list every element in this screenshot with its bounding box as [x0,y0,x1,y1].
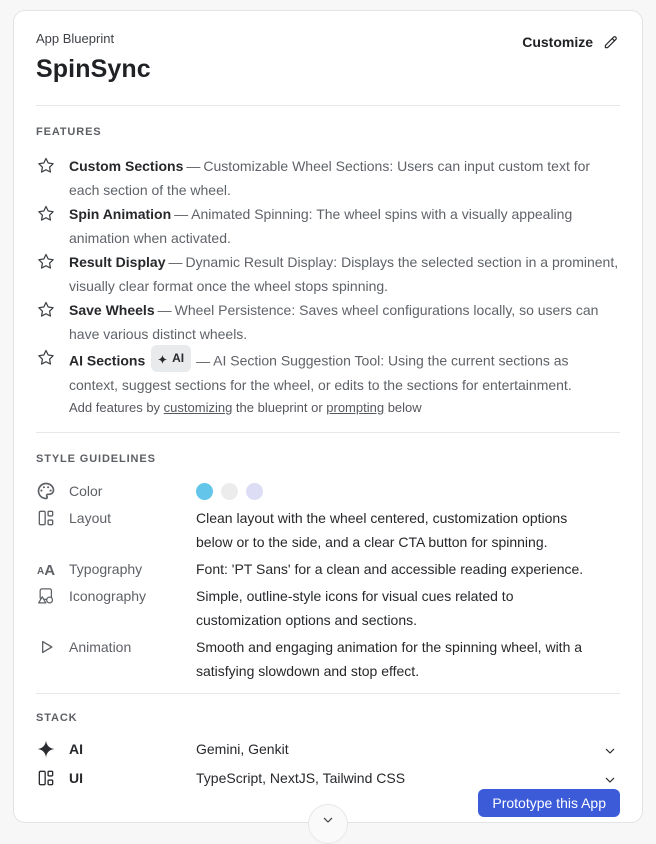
style-guidelines-section-label: STYLE GUIDELINES [36,453,156,465]
color-swatches [196,479,589,503]
ai-badge-label: AI [172,351,185,365]
style-guideline-label: Animation [69,639,132,655]
stack-expand-button[interactable] [602,741,620,759]
pencil-icon [602,33,620,51]
feature-name: AI Sections [69,352,146,369]
star-icon [36,156,56,176]
card-eyebrow: App Blueprint [36,31,115,46]
feature-name: Result Display [69,254,166,270]
footnote-middle: the blueprint or [232,400,327,415]
stack-section [36,711,620,790]
style-guidelines-section [36,452,620,683]
divider [36,693,620,694]
style-guideline-row [36,557,620,581]
divider [36,432,620,433]
chevron-down-icon [602,743,618,759]
palette-icon [36,481,56,501]
feature-separator: — [174,206,189,222]
chevron-down-icon [602,772,618,788]
stack-section-label: STACK [36,712,78,724]
feature-name: Custom Sections [69,158,184,174]
footnote-prefix: Add features by [69,400,164,415]
color-swatch [246,483,263,500]
style-guideline-text: Clean layout with the wheel centered, customization options below or to the side, and a clear CTA button for spinning. [196,510,568,550]
customizing-link[interactable]: customizing [163,400,233,415]
style-guideline-row [36,584,620,632]
spark-icon [157,354,168,365]
typography-icon: A A [36,562,56,579]
star-icon [36,300,56,320]
features-section [36,125,620,418]
feature-item [36,250,620,298]
ai-badge [151,345,191,372]
app-title: SpinSync [36,55,151,83]
style-guideline-label: Layout [69,510,112,526]
feature-item [36,346,620,397]
feature-description: Customizable Wheel Sections: Users can input custom text for each section of the wheel. [69,158,591,198]
feature-item [36,154,620,202]
stack-list [36,737,620,790]
stack-expand-button[interactable] [602,770,620,788]
style-guideline-label: Color [69,483,103,499]
features-list [36,154,620,397]
style-guideline-label: Typography [69,561,143,577]
play-icon [36,637,56,657]
feature-item [36,202,620,250]
star-icon [36,348,56,368]
stack-value: Gemini, Genkit [196,741,289,757]
feature-description: Wheel Persistence: Saves wheel configurations locally, so users can have various distinct wheels. [69,302,599,342]
feature-description: Animated Spinning: The wheel spins with a visually appealing animation when activated. [69,206,573,246]
feature-separator: — [186,158,201,174]
expand-blueprint-button[interactable] [308,804,348,844]
divider [36,105,620,106]
prompting-link[interactable]: prompting [326,400,385,415]
feature-description: AI Section Suggestion Tool: Using the current sections as context, suggest sections for the wheel, or edits to the sections for entertainment. [69,352,572,393]
feature-description: Dynamic Result Display: Displays the selected section in a prominent, visually clear format once the wheel stops spinning. [69,254,619,294]
color-swatch [221,483,238,500]
prototype-this-app-button[interactable]: Prototype this App [478,789,620,817]
star-icon [36,252,56,272]
stack-label: AI [69,741,83,757]
header [36,31,620,84]
style-guideline-text: Simple, outline-style icons for visual cues related to customization options and sections. [196,588,514,628]
style-guideline-text: Smooth and engaging animation for the spinning wheel, with a satisfying slowdown and stop effect. [196,639,583,679]
customize-label: Customize [522,34,593,50]
style-guideline-row [36,635,620,683]
app-blueprint-card [13,10,643,823]
layout-icon [36,508,56,528]
stack-row [36,766,620,790]
spark-icon [36,739,56,759]
style-guideline-label: Iconography [69,588,147,604]
feature-name: Spin Animation [69,206,172,222]
style-guideline-row [36,479,620,503]
stack-label: UI [69,770,83,786]
style-guideline-text: Font: 'PT Sans' for a clean and accessible reading experience. [196,561,584,577]
footnote-suffix: below [384,400,422,415]
features-section-label: FEATURES [36,126,102,138]
color-swatch [196,483,213,500]
feature-name: Save Wheels [69,302,155,318]
feature-separator: — [168,254,183,270]
style-guidelines-list [36,479,620,683]
customize-button[interactable] [522,31,620,53]
style-guideline-row [36,506,620,554]
feature-item [36,298,620,346]
star-icon [36,204,56,224]
feature-separator: — [196,352,211,369]
layout-icon [36,768,56,788]
feature-separator: — [157,302,172,318]
stack-row [36,737,620,761]
shapes-icon [36,586,56,606]
features-footnote [69,398,620,418]
stack-value: TypeScript, NextJS, Tailwind CSS [196,770,406,786]
chevron-down-icon [320,812,336,828]
